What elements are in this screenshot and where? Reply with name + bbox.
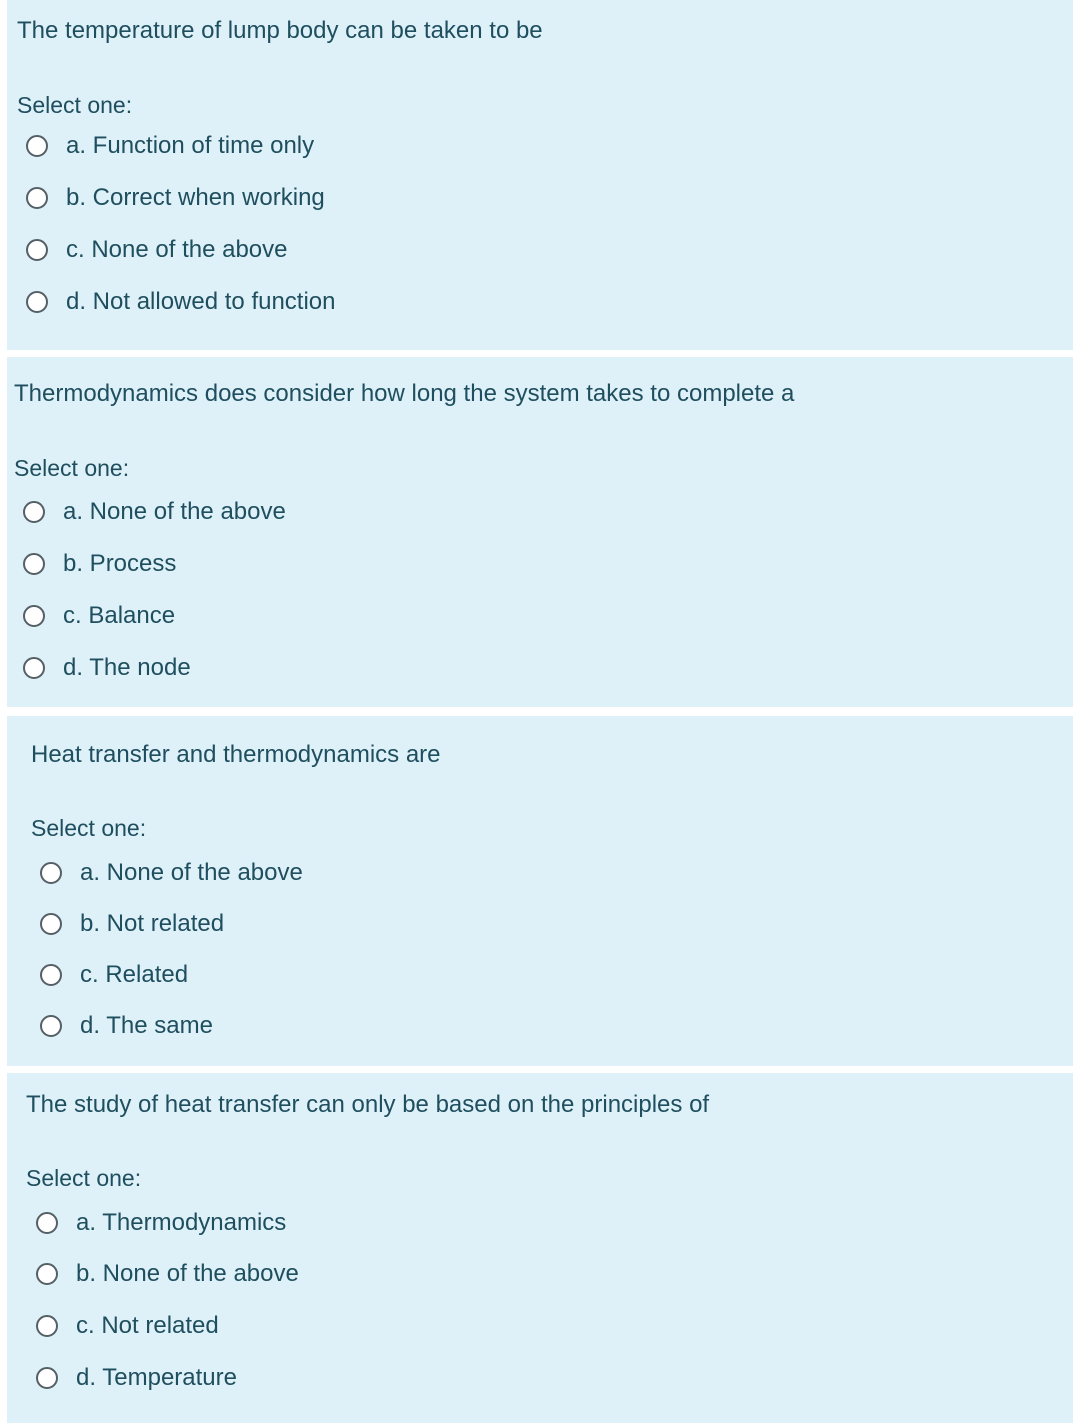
question-card-1 [7, 0, 1073, 350]
select-one-label: Select one: [26, 1165, 142, 1191]
radio-button-icon[interactable] [26, 135, 48, 157]
option-a[interactable] [40, 855, 303, 891]
option-c[interactable] [23, 598, 175, 634]
option-b[interactable] [23, 546, 176, 582]
radio-button-icon[interactable] [23, 553, 45, 575]
select-one-label: Select one: [31, 815, 147, 841]
radio-button-icon[interactable] [26, 239, 48, 261]
question-text: Thermodynamics does consider how long the system takes to complete a [14, 380, 795, 407]
option-label: d. The node [63, 654, 191, 681]
option-label: d. Temperature [76, 1364, 237, 1391]
radio-button-icon[interactable] [23, 605, 45, 627]
option-c[interactable] [36, 1308, 219, 1344]
radio-button-icon[interactable] [36, 1367, 58, 1389]
radio-button-icon[interactable] [36, 1212, 58, 1234]
select-one-label: Select one: [14, 455, 130, 481]
option-label: d. Not allowed to function [66, 288, 336, 315]
option-a[interactable] [26, 128, 314, 164]
option-d[interactable] [26, 284, 336, 320]
option-b[interactable] [40, 906, 224, 942]
option-label: a. None of the above [63, 498, 286, 525]
option-label: c. None of the above [66, 236, 288, 263]
radio-button-icon[interactable] [26, 291, 48, 313]
option-c[interactable] [40, 957, 188, 993]
radio-button-icon[interactable] [23, 501, 45, 523]
option-label: b. Correct when working [66, 184, 325, 211]
question-card-3 [7, 716, 1073, 1066]
radio-button-icon[interactable] [36, 1315, 58, 1337]
option-label: b. Process [63, 550, 177, 577]
option-label: a. Function of time only [66, 132, 315, 159]
option-label: c. Balance [63, 602, 176, 629]
option-label: c. Related [80, 961, 189, 988]
option-label: b. Not related [80, 910, 225, 937]
radio-button-icon[interactable] [26, 187, 48, 209]
option-label: a. None of the above [80, 859, 303, 886]
radio-button-icon[interactable] [40, 913, 62, 935]
question-text: The temperature of lump body can be taken to be [17, 17, 543, 44]
option-a[interactable] [23, 494, 286, 530]
question-card-2 [7, 357, 1073, 707]
option-label: a. Thermodynamics [76, 1209, 287, 1236]
option-a[interactable] [36, 1205, 286, 1241]
radio-button-icon[interactable] [36, 1263, 58, 1285]
option-d[interactable] [36, 1360, 237, 1396]
option-b[interactable] [26, 180, 325, 216]
option-d[interactable] [40, 1008, 213, 1044]
select-one-label: Select one: [17, 92, 133, 118]
radio-button-icon[interactable] [23, 657, 45, 679]
radio-button-icon[interactable] [40, 964, 62, 986]
question-text: The study of heat transfer can only be based on the principles of [26, 1091, 710, 1118]
option-b[interactable] [36, 1256, 299, 1292]
option-label: d. The same [80, 1012, 213, 1039]
question-card-4 [7, 1073, 1073, 1423]
option-label: b. None of the above [76, 1260, 299, 1287]
radio-button-icon[interactable] [40, 862, 62, 884]
question-text: Heat transfer and thermodynamics are [31, 741, 441, 768]
option-d[interactable] [23, 650, 191, 686]
option-label: c. Not related [76, 1312, 219, 1339]
option-c[interactable] [26, 232, 287, 268]
radio-button-icon[interactable] [40, 1015, 62, 1037]
